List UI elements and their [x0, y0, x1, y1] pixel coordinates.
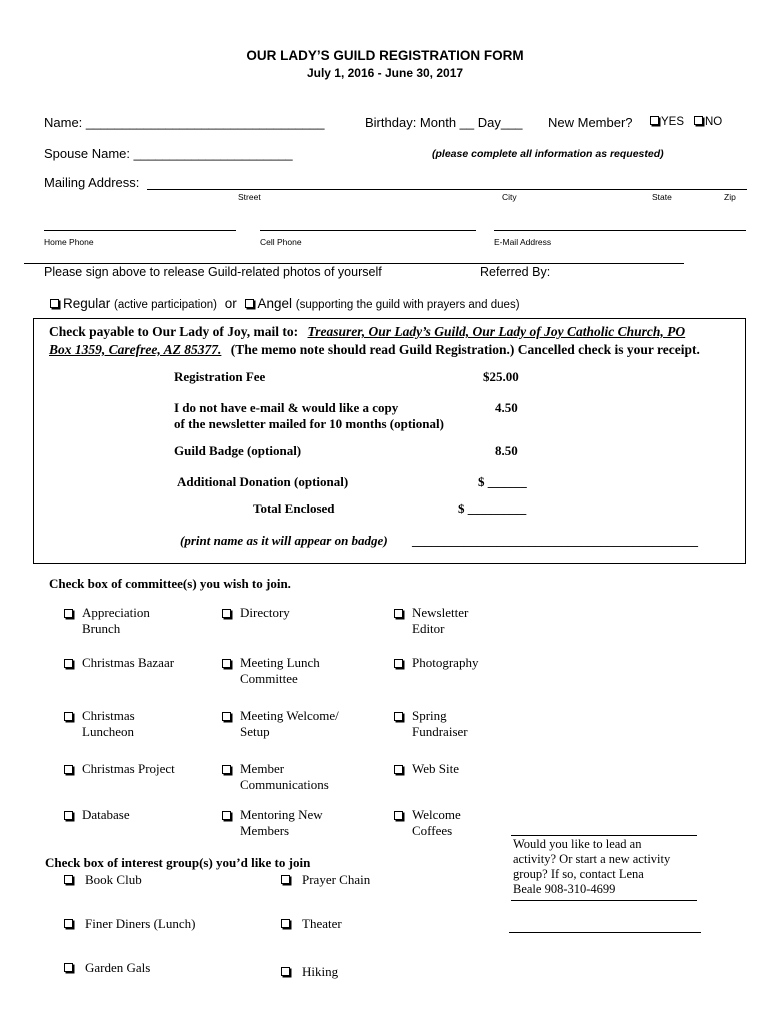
new-member-label: New Member?: [548, 115, 633, 130]
committee-label: Appreciation: [82, 605, 150, 620]
committee-checkbox[interactable]: [64, 712, 73, 721]
committee-checkbox[interactable]: [394, 712, 403, 721]
interest-prayer-chain[interactable]: [281, 872, 370, 888]
committee-checkbox[interactable]: [64, 659, 73, 668]
committee-label: Meeting Lunch: [240, 655, 320, 670]
donation-label: Additional Donation (optional): [177, 474, 349, 489]
regular-checkbox[interactable]: [50, 299, 59, 308]
name-field[interactable]: Name: _________________________________: [44, 115, 325, 130]
interest-checkbox[interactable]: [281, 919, 290, 928]
committee-meeting-welcome-setup[interactable]: [222, 708, 339, 739]
committee-database[interactable]: [64, 807, 130, 823]
interest-finer-diners-lunch[interactable]: [64, 916, 195, 932]
registration-fee-amount: $25.00: [483, 369, 519, 384]
committee-checkbox[interactable]: [394, 609, 403, 618]
email-label: E-Mail Address: [494, 237, 552, 247]
committee-checkbox[interactable]: [222, 609, 231, 618]
memo-note: (The memo note should read Guild Registration.) Cancelled check is your receipt.: [230, 342, 700, 357]
form-title: OUR LADY’S GUILD REGISTRATION FORM: [246, 48, 524, 63]
committee-label-line2: Fundraiser: [412, 723, 468, 739]
donation-amount[interactable]: $ ______: [478, 474, 527, 489]
committee-label-line2: Editor: [412, 620, 445, 636]
interest-garden-gals[interactable]: [64, 960, 150, 976]
committee-label-line2: Luncheon: [82, 723, 134, 739]
form-dates: July 1, 2016 - June 30, 2017: [306, 66, 464, 80]
total-label: Total Enclosed: [253, 501, 335, 516]
committee-label: Directory: [240, 605, 290, 620]
committee-checkbox[interactable]: [222, 659, 231, 668]
committee-checkbox[interactable]: [394, 765, 403, 774]
regular-label: Regular: [63, 296, 111, 311]
interest-label: Hiking: [302, 964, 339, 979]
callout-line4: Beale 908-310-4699: [513, 882, 616, 896]
committee-checkbox[interactable]: [222, 765, 231, 774]
newsletter-copy-amount: 4.50: [495, 400, 518, 415]
interest-hiking[interactable]: [281, 964, 338, 980]
committee-label: Christmas Bazaar: [82, 655, 175, 670]
committee-checkbox[interactable]: [222, 811, 231, 820]
payment-intro: [49, 324, 685, 340]
payment-address-row2: [49, 342, 700, 358]
committee-checkbox[interactable]: [64, 811, 73, 820]
yes-checkbox[interactable]: [650, 116, 659, 125]
interest-checkbox[interactable]: [281, 875, 290, 884]
committee-checkbox[interactable]: [64, 765, 73, 774]
home-phone-line[interactable]: [44, 230, 236, 231]
committee-christmas-luncheon[interactable]: [64, 708, 135, 739]
committee-photography[interactable]: [394, 655, 478, 671]
angel-label: Angel: [257, 296, 293, 311]
yes-label: YES: [661, 116, 685, 128]
interest-label: Book Club: [85, 872, 142, 887]
committee-label: Mentoring New: [240, 807, 323, 822]
interest-label: Theater: [302, 916, 342, 931]
new-member-yes[interactable]: [650, 116, 684, 128]
callout-signup-line[interactable]: [509, 932, 701, 933]
angel-desc: (supporting the guild with prayers and dues): [295, 299, 520, 311]
street-label: Street: [238, 192, 261, 202]
interest-label: Finer Diners (Lunch): [85, 916, 196, 931]
no-checkbox[interactable]: [694, 116, 703, 125]
email-line[interactable]: [494, 230, 746, 231]
payment-intro-text: Check payable to Our Lady of Joy, mail to:: [49, 324, 299, 339]
interests-heading: Check box of interest group(s) you’d like to join: [45, 855, 311, 870]
committee-mentoring-new-members[interactable]: [222, 807, 323, 838]
committee-directory[interactable]: [222, 605, 290, 621]
committee-label: Christmas Project: [82, 761, 175, 776]
callout-line2: activity? Or start a new activity: [513, 852, 671, 866]
badge-amount: 8.50: [495, 443, 518, 458]
badge-label: Guild Badge (optional): [174, 443, 302, 458]
committee-label-line2: Brunch: [82, 620, 121, 636]
committee-label: Christmas: [82, 708, 135, 723]
registration-fee-label: Registration Fee: [174, 369, 266, 384]
committee-label-line2: Setup: [240, 723, 270, 739]
committee-label: Welcome: [412, 807, 461, 822]
committee-label-line2: Committee: [240, 670, 298, 686]
membership-row: [50, 296, 520, 311]
committee-welcome-coffees[interactable]: [394, 807, 461, 838]
zip-label: Zip: [724, 192, 736, 202]
callout-bottom-line: [511, 900, 697, 901]
interest-label: Garden Gals: [85, 960, 151, 975]
newsletter-copy-label: I do not have e-mail & would like a copy: [174, 400, 399, 415]
interest-checkbox[interactable]: [64, 875, 73, 884]
committees-heading: Check box of committee(s) you wish to join.: [49, 576, 291, 591]
committee-label: Meeting Welcome/: [240, 708, 339, 723]
signature-line[interactable]: [24, 263, 684, 264]
committee-label: Member: [240, 761, 285, 776]
cell-phone-line[interactable]: [260, 230, 476, 231]
no-label: NO: [705, 116, 723, 128]
city-label: City: [502, 192, 517, 202]
committee-checkbox[interactable]: [394, 659, 403, 668]
mailing-address-line2: Box 1359, Carefree, AZ 85377.: [49, 342, 222, 357]
committee-label: Spring: [412, 708, 447, 723]
interest-label: Prayer Chain: [302, 872, 371, 887]
mailing-address-line1: Treasurer, Our Lady’s Guild, Our Lady of Joy Catholic Church, PO: [307, 324, 686, 339]
committee-appreciation-brunch[interactable]: [64, 605, 150, 636]
regular-desc: (active participation): [114, 299, 217, 311]
committee-christmas-bazaar[interactable]: [64, 655, 174, 671]
cell-phone-label: Cell Phone: [260, 237, 302, 247]
callout-line1: Would you like to lead an: [513, 837, 642, 851]
total-amount[interactable]: $ _________: [458, 501, 527, 516]
badge-name-label: (print name as it will appear on badge): [180, 533, 388, 548]
callout-top-line: [511, 835, 697, 836]
committee-web-site[interactable]: [394, 761, 459, 777]
or-label: or: [224, 296, 237, 311]
state-label: State: [652, 192, 672, 202]
committee-label: Database: [82, 807, 130, 822]
committee-newsletter-editor[interactable]: [394, 605, 468, 636]
newsletter-copy-label2: of the newsletter mailed for 10 months (optional): [174, 416, 444, 431]
interest-theater[interactable]: [281, 916, 342, 932]
new-member-no[interactable]: [694, 116, 722, 128]
spouse-field[interactable]: Spouse Name: ______________________: [44, 146, 293, 161]
complete-note: (please complete all information as requested): [432, 148, 664, 160]
badge-name-line[interactable]: ____________________________________________: [412, 533, 698, 548]
home-phone-label: Home Phone: [44, 237, 94, 247]
committee-checkbox[interactable]: [222, 712, 231, 721]
interest-checkbox[interactable]: [64, 963, 73, 972]
sign-label: Please sign above to release Guild-related photos of yourself: [44, 265, 382, 279]
committee-label-line2: Coffees: [412, 822, 453, 838]
mailing-label: Mailing Address:: [44, 175, 140, 190]
committee-checkbox[interactable]: [64, 609, 73, 618]
callout-line3: group? If so, contact Lena: [513, 867, 644, 881]
mailing-address-line[interactable]: [147, 189, 747, 190]
interest-checkbox[interactable]: [281, 967, 290, 976]
committee-label: Web Site: [412, 761, 459, 776]
committee-member-communications[interactable]: [222, 761, 329, 792]
angel-checkbox[interactable]: [245, 299, 254, 308]
referred-label: Referred By:: [480, 265, 551, 279]
interest-checkbox[interactable]: [64, 919, 73, 928]
committee-meeting-lunch-committee[interactable]: [222, 655, 320, 686]
committee-checkbox[interactable]: [394, 811, 403, 820]
committee-label: Newsletter: [412, 605, 469, 620]
committee-label-line2: Communications: [240, 776, 329, 792]
birthday-field[interactable]: Birthday: Month __ Day___: [365, 115, 523, 130]
committee-christmas-project[interactable]: [64, 761, 175, 777]
interest-book-club[interactable]: [64, 872, 142, 888]
committee-spring-fundraiser[interactable]: [394, 708, 468, 739]
committee-label-line2: Members: [240, 822, 290, 838]
committee-label: Photography: [412, 655, 479, 670]
